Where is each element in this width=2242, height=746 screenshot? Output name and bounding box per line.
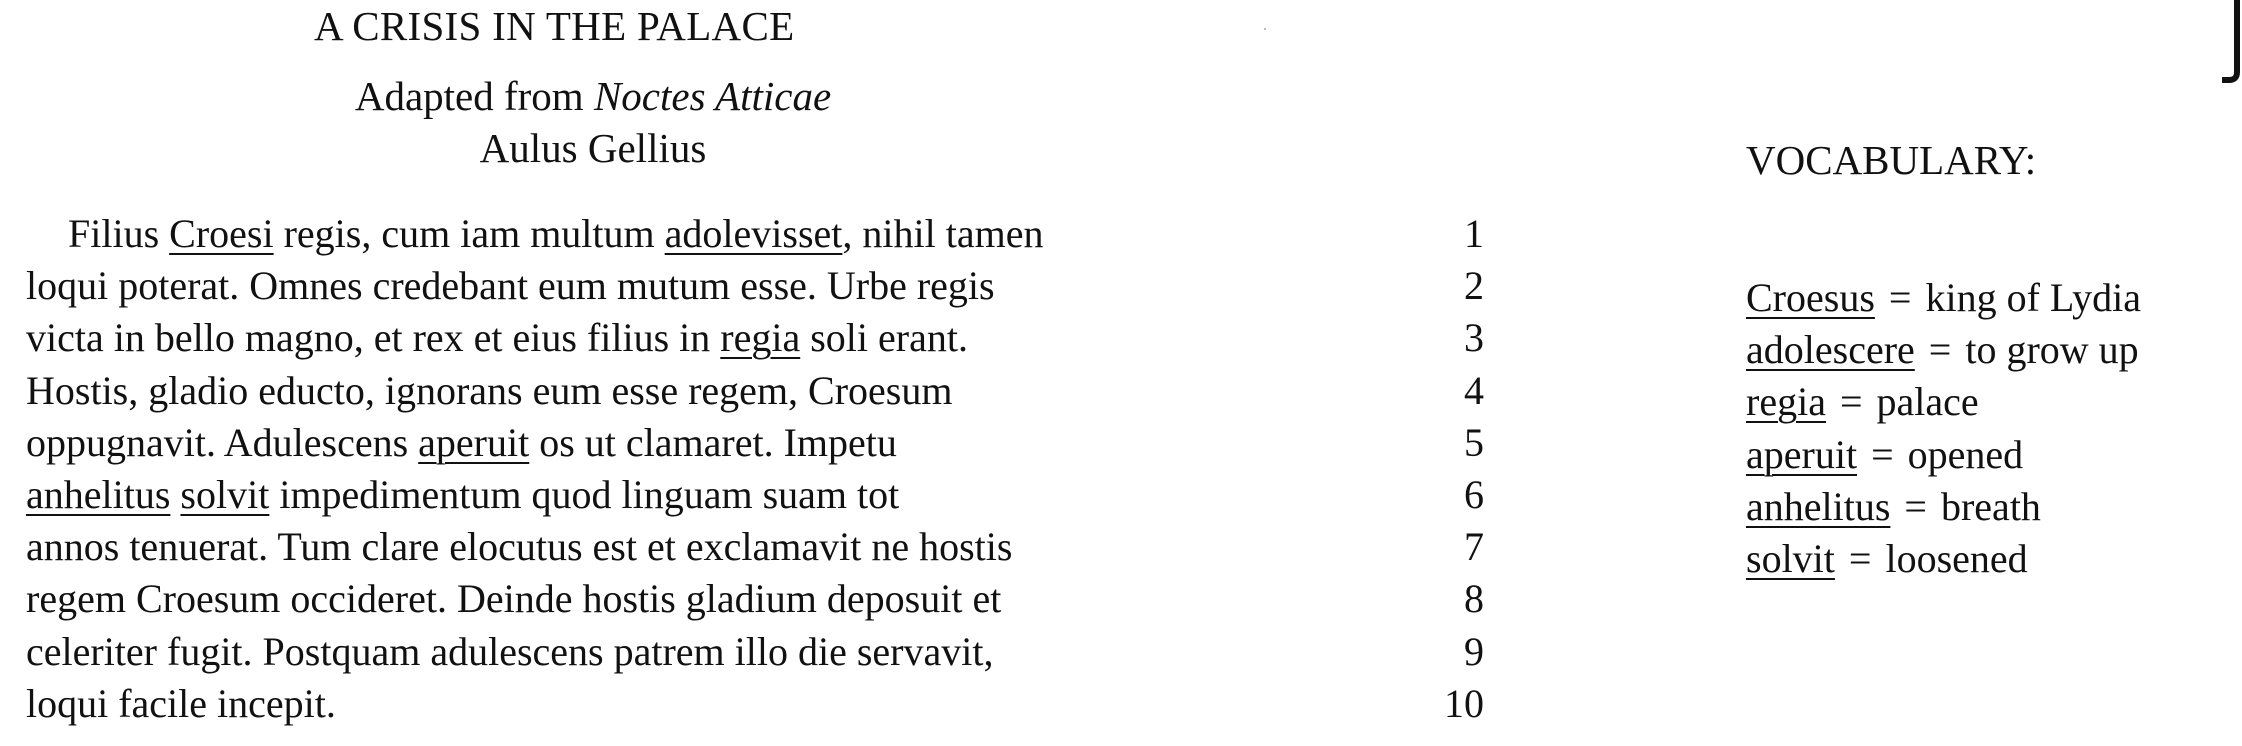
- vocabulary-item: [1746, 533, 2141, 585]
- passage-line-text: [26, 626, 993, 678]
- vocabulary-heading: VOCABULARY:: [1746, 137, 2037, 183]
- passage-text: oppugnavit. Adulescens: [26, 419, 419, 465]
- passage-line: [26, 573, 1486, 625]
- equals-sign: =: [1928, 327, 1952, 373]
- vocabulary-item: [1746, 429, 2141, 481]
- passage-line: [26, 312, 1486, 364]
- vocabulary-item: [1746, 324, 2141, 376]
- line-number: 6: [1464, 471, 1484, 517]
- equals-sign: =: [1888, 275, 1912, 320]
- passage-text: , nihil tamen: [842, 211, 1044, 256]
- equals-sign: =: [1839, 379, 1863, 425]
- passage-text: impedimentum quod linguam suam tot: [269, 471, 900, 517]
- passage-line: [26, 365, 1486, 417]
- vocab-word: anhelitus: [26, 471, 171, 517]
- passage-line-text: [26, 678, 336, 730]
- line-number: 7: [1464, 524, 1484, 570]
- passage-text: loqui poterat. Omnes credebant eum mutum esse. Urbe regis: [26, 263, 995, 309]
- vocabulary-term: aperuit: [1746, 431, 1858, 477]
- passage-line-text: [26, 260, 995, 312]
- passage-line-text: [26, 417, 897, 469]
- vocabulary-term: solvit: [1746, 535, 1835, 581]
- vocabulary-item: [1746, 481, 2141, 533]
- passage-line: [26, 626, 1486, 678]
- vocabulary-meaning: breath: [1940, 483, 2041, 529]
- latin-passage: [26, 208, 1486, 730]
- line-number: 1: [1464, 211, 1484, 256]
- scan-speck: [1264, 28, 1266, 30]
- vocab-word: Croesi: [169, 211, 274, 256]
- passage-line: [26, 678, 1486, 730]
- passage-text: celeriter fugit. Postquam adulescens patrem illo die servavit,: [26, 628, 994, 674]
- passage-line: [26, 521, 1486, 573]
- equals-sign: =: [1848, 535, 1872, 581]
- vocabulary-meaning: loosened: [1885, 535, 2028, 581]
- passage-text: regis, cum iam multum: [273, 211, 665, 256]
- vocabulary-meaning: king of Lydia: [1925, 275, 2141, 320]
- passage-line-text: [26, 312, 968, 364]
- vocabulary-item: [1746, 376, 2141, 428]
- subtitle: [0, 72, 1186, 120]
- subtitle-prefix: Adapted from: [354, 73, 584, 119]
- line-number: 8: [1464, 576, 1484, 622]
- passage-text: regem Croesum occideret. Deinde hostis gladium deposuit et: [26, 576, 1002, 622]
- line-number: 2: [1464, 263, 1484, 309]
- passage-text: Hostis, gladio educto, ignorans eum esse regem, Croesum: [26, 367, 953, 413]
- passage-text: loqui facile incepit.: [26, 680, 336, 726]
- vocabulary-meaning: palace: [1876, 379, 1979, 425]
- vocabulary-list: [1746, 272, 2141, 585]
- line-number: 4: [1464, 367, 1484, 413]
- vocabulary-meaning: to grow up: [1965, 327, 2139, 373]
- passage-text: annos tenuerat. Tum clare elocutus est et exclamavit ne hostis: [26, 524, 1013, 570]
- page-title: A CRISIS IN THE PALACE: [314, 3, 795, 49]
- passage-text: Filius: [68, 211, 170, 256]
- passage-line-text: [68, 208, 1043, 260]
- line-number: 9: [1464, 628, 1484, 674]
- vocabulary-term: Croesus: [1746, 275, 1875, 320]
- passage-line-text: [26, 521, 1012, 573]
- passage-line: [26, 469, 1486, 521]
- vocabulary-term: adolescere: [1746, 327, 1915, 373]
- work-title: Noctes Atticae: [593, 73, 832, 119]
- passage-line: [26, 417, 1486, 469]
- vocab-word: regia: [720, 315, 801, 361]
- vocab-word: adolevisset: [664, 211, 843, 256]
- author-name: Aulus Gellius: [479, 125, 707, 171]
- line-number: 3: [1464, 315, 1484, 361]
- passage-line-text: [26, 365, 952, 417]
- passage-line: [26, 208, 1486, 260]
- vocabulary-meaning: opened: [1907, 431, 2024, 477]
- equals-sign: =: [1871, 431, 1894, 477]
- vocabulary-item: [1746, 272, 2141, 324]
- vocabulary-term: anhelitus: [1746, 483, 1891, 529]
- vocab-word: solvit: [180, 471, 270, 517]
- passage-line-text: [26, 469, 899, 521]
- passage-text: victa in bello magno, et rex et eius filius in: [26, 315, 721, 361]
- vocab-word: aperuit: [418, 419, 530, 465]
- passage-text: soli erant.: [800, 315, 968, 361]
- passage-text: os ut clamaret. Impetu: [529, 419, 897, 465]
- line-number: 5: [1464, 419, 1484, 465]
- line-number: 10: [1444, 680, 1484, 726]
- equals-sign: =: [1904, 483, 1927, 529]
- passage-line: [26, 260, 1486, 312]
- corner-bracket-mark: [2222, 0, 2242, 90]
- passage-text: [170, 472, 180, 517]
- passage-line-text: [26, 573, 1001, 625]
- vocabulary-term: regia: [1746, 379, 1826, 425]
